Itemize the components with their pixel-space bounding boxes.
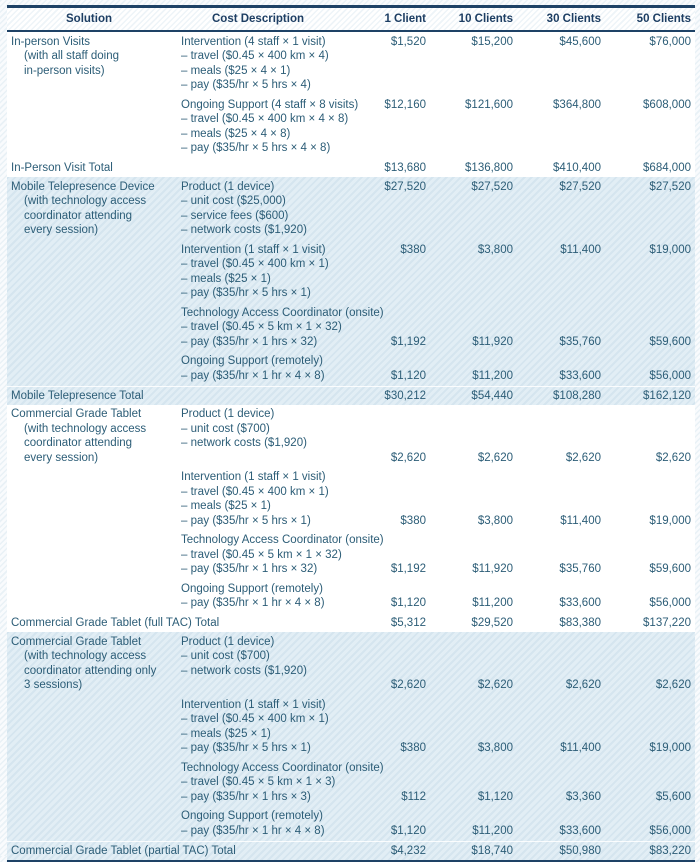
cost-value-cell [605, 243, 695, 301]
solution-cell [7, 243, 171, 301]
cost-value-cell [605, 809, 695, 838]
cost-value: $27,520 [649, 180, 691, 193]
cost-description-line: – travel ($0.45 × 5 km × 1 × 3) [181, 776, 336, 788]
cost-description-line: – travel ($0.45 × 400 km × 4 × 8) [181, 113, 349, 125]
cost-value: $33,600 [559, 369, 601, 382]
cost-description-cell [171, 470, 345, 528]
cost-value: $19,000 [649, 742, 691, 754]
cost-row [7, 758, 695, 807]
cost-description-cell [171, 180, 345, 238]
cost-value: $1,192 [390, 335, 426, 348]
cost-value-cell [345, 533, 430, 577]
total-value: $136,800 [465, 162, 513, 174]
cost-value-cell [430, 35, 517, 93]
solution-line: 3 sessions) [24, 679, 83, 691]
solution-line: (with all staff doing [24, 50, 120, 62]
cost-description-line: – pay ($35/hr × 5 hrs × 1) [181, 287, 311, 299]
cost-row [7, 579, 695, 613]
cost-value: $608,000 [643, 98, 691, 111]
cost-description-cell [171, 407, 345, 465]
cost-value-cell [517, 243, 605, 301]
cost-value-cell [430, 98, 517, 156]
cost-value-cell [605, 306, 695, 350]
cost-value: $380 [400, 514, 426, 527]
total-value: $410,400 [553, 162, 601, 174]
cost-description-line: – unit cost ($700) [181, 650, 270, 662]
cost-value: $121,600 [465, 98, 513, 111]
cost-value-cell [345, 35, 430, 93]
cost-value: $3,360 [565, 790, 601, 803]
cost-value-cell [345, 243, 430, 301]
cost-value: $3,800 [477, 514, 513, 527]
solution-line: In-person Visits [11, 35, 91, 48]
cost-description-line: – travel ($0.45 × 400 km × 1) [181, 713, 329, 725]
cost-description-line: – network costs ($1,920) [181, 437, 307, 449]
solution-cell [7, 533, 171, 577]
solution-cell [7, 470, 171, 528]
cost-value-cell [605, 407, 695, 465]
cost-value: $11,200 [472, 597, 513, 609]
cost-value-cell [345, 635, 430, 693]
cost-description-line: – network costs ($1,920) [181, 224, 307, 236]
solution-cell [7, 582, 171, 611]
total-label: Mobile Telepresence Total [11, 389, 144, 402]
cost-row [7, 695, 695, 758]
cost-comparison-table [7, 5, 695, 862]
cost-description-cell [171, 98, 359, 156]
cost-row [7, 531, 695, 580]
cost-value: $2,620 [477, 679, 513, 691]
cost-description-line: Intervention (1 staff × 1 visit) [181, 471, 326, 483]
cost-value-cell [430, 809, 517, 838]
total-label: In-Person Visit Total [11, 162, 113, 174]
cost-value-cell [517, 470, 605, 528]
cost-description-line: Intervention (4 staff × 1 visit) [181, 35, 326, 48]
cost-value-cell [430, 635, 517, 693]
solution-line: coordinator attending only [24, 664, 157, 677]
cost-value-cell [605, 761, 695, 805]
cost-value: $12,160 [384, 98, 426, 111]
solution-cell [7, 35, 171, 93]
cost-row [7, 177, 695, 240]
cost-value: $2,620 [477, 451, 513, 464]
cost-value-cell [605, 698, 695, 756]
cost-value-cell [517, 635, 605, 693]
cost-value: $2,620 [390, 451, 426, 464]
cost-value: $35,760 [559, 335, 601, 348]
solution-cell [7, 698, 171, 756]
solution-line: in-person visits) [24, 64, 105, 77]
cost-value-cell [517, 582, 605, 611]
solution-line: every session) [24, 451, 99, 464]
cost-value-cell [605, 635, 695, 693]
cost-value: $19,000 [649, 514, 691, 527]
cost-value: $112 [401, 790, 426, 803]
cost-value: $11,400 [560, 514, 601, 527]
cost-description-line: – network costs ($1,920) [181, 664, 307, 677]
cost-description-cell [171, 582, 345, 611]
cost-description-cell [171, 809, 345, 838]
cost-row [7, 632, 695, 695]
cost-description-line: – travel ($0.45 × 400 km × 1) [181, 258, 329, 270]
cost-value: $3,800 [477, 243, 513, 256]
cost-value: $11,920 [472, 563, 513, 575]
cost-value-cell [345, 809, 430, 838]
cost-value-cell [517, 698, 605, 756]
cost-value-cell [430, 761, 517, 805]
cost-value: $11,200 [472, 369, 513, 382]
cost-description-cell [171, 635, 345, 693]
solution-cell [7, 306, 171, 350]
cost-value-cell [605, 35, 695, 93]
cost-description-line: – pay ($35/hr × 5 hrs × 1) [181, 742, 311, 754]
solution-line: (with technology access [24, 650, 147, 662]
cost-value: $3,800 [477, 742, 513, 754]
cost-value: $2,620 [565, 451, 601, 464]
total-label: Commercial Grade Tablet (partial TAC) Total [11, 844, 236, 857]
cost-description-line: – pay ($35/hr × 5 hrs × 4) [181, 79, 311, 91]
cost-value: $1,120 [390, 824, 426, 837]
cost-value-cell [345, 354, 430, 383]
cost-row [7, 240, 695, 303]
cost-value-cell [430, 407, 517, 465]
cost-value: $27,520 [384, 180, 426, 193]
solution-cell [7, 354, 171, 383]
cost-description-line: Ongoing Support (remotely) [181, 810, 323, 822]
column-header-10-clients: 10 Clients [458, 13, 513, 25]
solution-cell [7, 407, 171, 465]
cost-description-line: Ongoing Support (4 staff × 8 visits) [181, 98, 359, 111]
cost-value: $45,600 [559, 35, 601, 48]
solution-line: coordinator attending [24, 437, 133, 449]
total-value: $83,380 [559, 617, 601, 629]
cost-value: $364,800 [553, 98, 601, 111]
solution-cell [7, 761, 171, 805]
cost-value: $56,000 [649, 369, 691, 382]
solution-cell [7, 98, 171, 156]
cost-value-cell [430, 306, 517, 350]
cost-value: $2,620 [655, 451, 691, 464]
cost-value: $11,200 [472, 824, 513, 837]
solution-line: Commercial Grade Tablet [11, 635, 142, 648]
cost-description-line: – meals ($25 × 1) [181, 727, 271, 740]
cost-value: $35,760 [559, 563, 601, 575]
cost-value-cell [517, 533, 605, 577]
cost-value-cell [605, 180, 695, 238]
total-value: $50,980 [559, 844, 601, 857]
cost-value-cell [517, 761, 605, 805]
cost-description-line: – travel ($0.45 × 400 km × 1) [181, 485, 329, 498]
cost-value: $2,620 [565, 679, 601, 691]
solution-line: Commercial Grade Tablet [11, 408, 142, 420]
solution-cell [7, 180, 171, 238]
total-value: $4,232 [390, 844, 426, 857]
cost-value-cell [605, 98, 695, 156]
solution-line: (with technology access [24, 422, 147, 435]
solution-section [7, 32, 695, 177]
cost-description-line: – meals ($25 × 4 × 1) [181, 64, 291, 77]
cost-value-cell [430, 698, 517, 756]
cost-description-cell [171, 35, 345, 93]
cost-description-line: Technology Access Coordinator (onsite) [181, 306, 384, 319]
cost-description-line: – pay ($35/hr × 5 hrs × 1) [181, 514, 311, 527]
solution-line: Mobile Telepresence Device [11, 180, 155, 193]
total-value: $162,120 [643, 389, 691, 402]
total-value: $137,220 [643, 617, 691, 629]
cost-description-line: Intervention (1 staff × 1 visit) [181, 698, 326, 711]
total-row [7, 841, 695, 860]
column-header-cost-description: Cost Description [211, 13, 304, 25]
total-value: $29,520 [471, 617, 513, 629]
cost-description-cell [171, 306, 384, 350]
cost-description-line: – travel ($0.45 × 5 km × 1 × 32) [181, 548, 342, 561]
total-value: $5,312 [390, 617, 426, 629]
cost-value: $2,620 [655, 679, 691, 691]
cost-description-cell [171, 761, 384, 805]
cost-description-line: – pay ($35/hr × 1 hr × 4 × 8) [181, 824, 325, 837]
cost-value-cell [345, 470, 430, 528]
cost-value: $1,520 [390, 35, 426, 48]
cost-value-cell [517, 306, 605, 350]
cost-description-line: – pay ($35/hr × 1 hr × 4 × 8) [181, 597, 325, 609]
cost-value-cell [605, 533, 695, 577]
cost-description-line: Product (1 device) [181, 180, 275, 193]
total-value: $83,220 [649, 844, 691, 857]
cost-value-cell [430, 180, 517, 238]
column-header-30-clients: 30 Clients [546, 13, 601, 25]
cost-value: $11,920 [472, 335, 513, 348]
cost-description-line: – meals ($25 × 1) [181, 500, 271, 512]
cost-description-line: – pay ($35/hr × 1 hrs × 32) [181, 335, 318, 348]
cost-row [7, 352, 695, 386]
cost-value-cell [430, 582, 517, 611]
total-value: $30,212 [384, 389, 426, 402]
cost-row [7, 95, 695, 158]
total-value: $108,280 [553, 389, 601, 402]
cost-description-cell [171, 354, 345, 383]
total-row [7, 386, 695, 405]
total-value: $13,680 [384, 162, 426, 174]
cost-value: $59,600 [649, 563, 691, 575]
cost-value: $56,000 [649, 824, 691, 837]
total-row [7, 158, 695, 177]
total-row [7, 613, 695, 632]
cost-description-line: Intervention (1 staff × 1 visit) [181, 243, 326, 256]
cost-row [7, 32, 695, 95]
cost-value-cell [430, 470, 517, 528]
total-value: $18,740 [471, 844, 513, 857]
cost-value-cell [345, 180, 430, 238]
cost-value-cell [605, 582, 695, 611]
cost-row [7, 468, 695, 531]
solution-line: coordinator attending [24, 209, 133, 222]
cost-value-cell [517, 354, 605, 383]
cost-row [7, 303, 695, 352]
cost-value: $11,400 [560, 243, 601, 256]
cost-value-cell [605, 354, 695, 383]
cost-description-cell [171, 698, 345, 756]
cost-value: $380 [400, 742, 426, 754]
cost-value: $1,120 [477, 790, 513, 803]
cost-value-cell [345, 306, 430, 350]
cost-description-line: Product (1 device) [181, 408, 275, 420]
solution-cell [7, 809, 171, 838]
cost-value: $27,520 [559, 180, 601, 193]
solution-section [7, 632, 695, 860]
cost-value: $11,400 [560, 742, 601, 754]
cost-value: $15,200 [471, 35, 513, 48]
cost-row [7, 405, 695, 468]
solution-cell [7, 635, 171, 693]
cost-value: $19,000 [649, 243, 691, 256]
cost-description-line: – unit cost ($25,000) [181, 195, 286, 207]
table-header-row [7, 8, 695, 32]
cost-value: $27,520 [471, 180, 513, 193]
cost-description-cell [171, 533, 384, 577]
cost-value-cell [517, 98, 605, 156]
cost-value-cell [517, 407, 605, 465]
column-header-50-clients: 50 Clients [636, 13, 691, 25]
cost-value-cell [430, 354, 517, 383]
cost-description-line: – pay ($35/hr × 1 hr × 4 × 8) [181, 369, 325, 382]
solution-line: every session) [24, 224, 99, 236]
total-value: $54,440 [471, 389, 513, 402]
solution-line: (with technology access [24, 195, 147, 207]
cost-value: $2,620 [390, 679, 426, 691]
cost-value-cell [517, 809, 605, 838]
table-body [7, 32, 695, 860]
cost-value: $380 [400, 243, 426, 256]
cost-value: $1,120 [390, 597, 426, 609]
cost-value: $1,120 [390, 369, 426, 382]
cost-value-cell [345, 98, 430, 156]
cost-value-cell [345, 407, 430, 465]
cost-description-line: Technology Access Coordinator (onsite) [181, 534, 384, 546]
cost-value-cell [430, 533, 517, 577]
total-value: $684,000 [643, 162, 691, 174]
cost-value: $1,192 [390, 563, 426, 575]
cost-description-line: – meals ($25 × 4 × 8) [181, 127, 291, 140]
cost-description-line: – unit cost ($700) [181, 422, 270, 435]
column-header-solution: Solution [66, 13, 112, 25]
cost-value-cell [605, 470, 695, 528]
cost-value-cell [517, 35, 605, 93]
cost-description-line: Ongoing Support (remotely) [181, 582, 323, 595]
total-label: Commercial Grade Tablet (full TAC) Total [11, 617, 220, 629]
cost-description-line: – pay ($35/hr × 5 hrs × 4 × 8) [181, 142, 331, 154]
cost-description-line: Product (1 device) [181, 635, 275, 648]
cost-value: $59,600 [649, 335, 691, 348]
cost-description-line: – travel ($0.45 × 400 km × 4) [181, 50, 329, 62]
solution-section [7, 405, 695, 633]
cost-value-cell [430, 243, 517, 301]
cost-value: $56,000 [649, 597, 691, 609]
column-header-1-client: 1 Client [384, 13, 426, 25]
cost-value: $33,600 [559, 824, 601, 837]
cost-description-line: – pay ($35/hr × 1 hrs × 3) [181, 790, 311, 803]
cost-value-cell [345, 761, 430, 805]
cost-description-cell [171, 243, 345, 301]
cost-description-line: – pay ($35/hr × 1 hrs × 32) [181, 563, 318, 575]
cost-description-line: – travel ($0.45 × 5 km × 1 × 32) [181, 321, 342, 333]
cost-value: $33,600 [559, 597, 601, 609]
cost-row [7, 807, 695, 841]
cost-description-line: – service fees ($600) [181, 209, 289, 222]
cost-value-cell [517, 180, 605, 238]
solution-section [7, 177, 695, 405]
cost-description-line: Technology Access Coordinator (onsite) [181, 761, 384, 774]
cost-value-cell [345, 582, 430, 611]
cost-description-line: – meals ($25 × 1) [181, 272, 271, 285]
cost-value-cell [345, 698, 430, 756]
cost-value: $76,000 [649, 35, 691, 48]
cost-value: $5,600 [655, 790, 691, 803]
cost-description-line: Ongoing Support (remotely) [181, 355, 323, 367]
